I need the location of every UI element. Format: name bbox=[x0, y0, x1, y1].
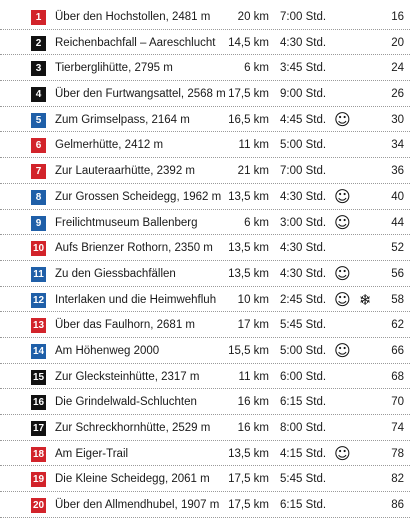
route-distance: 20 km bbox=[237, 11, 269, 23]
route-duration: 4:30 Std. bbox=[280, 267, 327, 280]
route-row[interactable] bbox=[0, 158, 410, 184]
route-distance: 15,5 km bbox=[228, 344, 269, 357]
route-number-badge: 1 bbox=[31, 10, 46, 25]
page-number: 20 bbox=[391, 36, 404, 49]
page-number: 56 bbox=[391, 267, 404, 280]
smiley-icon: ☺ bbox=[334, 263, 351, 283]
route-number-badge: 14 bbox=[32, 345, 45, 357]
route-duration: 6:15 Std. bbox=[280, 396, 327, 409]
route-number-badge: 2 bbox=[31, 36, 46, 51]
smiley-icon: ☺ bbox=[334, 443, 351, 463]
route-row[interactable] bbox=[0, 441, 410, 467]
route-duration: 7:00 Std. bbox=[280, 11, 327, 23]
route-title: Zur Schreckhornhütte, 2529 m bbox=[55, 422, 211, 434]
route-duration: 4:30 Std. bbox=[280, 36, 327, 49]
route-duration: 7:00 Std. bbox=[280, 165, 327, 178]
route-row[interactable] bbox=[0, 4, 410, 30]
route-duration: 3:45 Std. bbox=[280, 62, 327, 75]
route-duration: 9:00 Std. bbox=[280, 88, 327, 101]
route-distance: 17,5 km bbox=[228, 499, 269, 512]
route-distance: 13,5 km bbox=[228, 267, 269, 280]
route-duration: 4:15 Std. bbox=[280, 447, 327, 460]
route-row[interactable] bbox=[0, 184, 410, 210]
route-title: Über den Hochstollen, 2481 m bbox=[55, 11, 211, 23]
route-distance: 13,5 km bbox=[228, 242, 269, 255]
route-duration: 8:00 Std. bbox=[280, 422, 327, 434]
smiley-icon: ☺ bbox=[334, 109, 351, 129]
route-row[interactable] bbox=[0, 466, 410, 492]
route-duration: 6:00 Std. bbox=[280, 370, 327, 383]
route-number-badge: 10 bbox=[32, 243, 45, 255]
route-row[interactable] bbox=[0, 312, 410, 338]
route-number-badge: 11 bbox=[31, 267, 46, 282]
route-title: Am Eiger-Trail bbox=[55, 447, 129, 460]
page-number: 62 bbox=[391, 319, 404, 332]
page-number: 30 bbox=[391, 113, 404, 126]
route-distance: 13,5 km bbox=[228, 447, 269, 460]
route-title: Reichenbachfall – Aareschlucht bbox=[55, 36, 216, 49]
page-number: 78 bbox=[391, 447, 404, 460]
route-duration: 6:15 Std. bbox=[280, 499, 327, 512]
route-distance: 6 km bbox=[244, 216, 269, 229]
route-title: Interlaken und die Heimwehfluh bbox=[55, 293, 217, 306]
route-duration: 5:45 Std. bbox=[280, 319, 327, 332]
route-distance: 16 km bbox=[237, 422, 269, 434]
route-row[interactable] bbox=[0, 30, 410, 56]
page-number: 58 bbox=[391, 293, 404, 306]
page-number: 26 bbox=[391, 88, 404, 101]
route-number-badge: 3 bbox=[31, 61, 46, 76]
page-number: 82 bbox=[391, 473, 404, 486]
route-number-badge: 4 bbox=[31, 87, 46, 102]
page-number: 86 bbox=[391, 499, 404, 512]
route-number-badge: 17 bbox=[32, 423, 45, 434]
route-title: Zur Grossen Scheidegg, 1962 m bbox=[55, 190, 222, 203]
route-title: Über den Furtwangsattel, 2568 m bbox=[55, 88, 226, 101]
route-row[interactable] bbox=[0, 107, 410, 133]
page-number: 70 bbox=[391, 396, 404, 409]
smiley-icon: ☺ bbox=[334, 212, 351, 232]
smiley-icon: ☺ bbox=[334, 186, 351, 206]
route-distance: 11 km bbox=[238, 370, 269, 383]
route-number-badge: 5 bbox=[31, 113, 46, 128]
route-duration: 3:00 Std. bbox=[280, 216, 327, 229]
route-distance: 21 km bbox=[237, 165, 269, 178]
route-duration: 5:00 Std. bbox=[280, 344, 327, 357]
page-number: 34 bbox=[391, 139, 404, 152]
route-title: Tierberglihütte, 2795 m bbox=[55, 62, 173, 75]
route-title: Am Höhenweg 2000 bbox=[55, 344, 160, 357]
route-duration: 4:30 Std. bbox=[280, 242, 327, 255]
route-title: Über den Allmendhubel, 1907 m bbox=[55, 499, 220, 512]
route-title: Zu den Giessbachfällen bbox=[55, 267, 176, 280]
route-distance: 17 km bbox=[237, 319, 269, 332]
route-number-badge: 7 bbox=[31, 164, 46, 179]
page-number: 66 bbox=[391, 344, 404, 357]
route-row[interactable] bbox=[0, 81, 410, 107]
route-number-badge: 12 bbox=[32, 294, 45, 306]
route-row[interactable] bbox=[0, 210, 410, 236]
route-row[interactable] bbox=[0, 415, 410, 441]
route-number-badge: 19 bbox=[32, 474, 45, 486]
route-row[interactable] bbox=[0, 235, 410, 261]
route-distance: 16 km bbox=[237, 396, 269, 409]
route-title: Aufs Brienzer Rothorn, 2350 m bbox=[55, 242, 213, 255]
route-duration: 5:00 Std. bbox=[280, 139, 327, 152]
route-row[interactable] bbox=[0, 492, 410, 518]
smiley-icon: ☺ bbox=[334, 340, 351, 360]
route-distance: 17,5 km bbox=[228, 473, 269, 486]
route-duration: 2:45 Std. bbox=[280, 293, 327, 306]
route-distance: 17,5 km bbox=[228, 88, 269, 101]
route-list bbox=[0, 4, 410, 518]
route-distance: 10 km bbox=[237, 293, 269, 306]
page-number: 44 bbox=[391, 216, 404, 229]
route-number-badge: 20 bbox=[32, 500, 45, 512]
route-row[interactable] bbox=[0, 389, 410, 415]
route-duration: 4:30 Std. bbox=[280, 190, 327, 203]
route-title: Die Grindelwald-Schluchten bbox=[55, 396, 197, 409]
route-title: Zur Lauteraarhütte, 2392 m bbox=[55, 165, 195, 178]
route-number-badge: 13 bbox=[32, 320, 45, 332]
page-number: 24 bbox=[391, 62, 404, 75]
route-distance: 13,5 km bbox=[228, 190, 269, 203]
route-number-badge: 18 bbox=[32, 448, 45, 460]
route-title: Über das Faulhorn, 2681 m bbox=[55, 319, 195, 332]
route-row[interactable] bbox=[0, 261, 410, 287]
route-title: Zum Grimselpass, 2164 m bbox=[55, 113, 190, 126]
route-number-badge: 16 bbox=[32, 397, 45, 409]
route-title: Zur Glecksteinhütte, 2317 m bbox=[55, 370, 200, 383]
route-distance: 11 km bbox=[238, 139, 269, 152]
smiley-icon: ☺ bbox=[334, 289, 351, 309]
route-number-badge: 9 bbox=[31, 216, 46, 231]
route-title: Gelmerhütte, 2412 m bbox=[55, 139, 164, 152]
route-row[interactable] bbox=[0, 364, 410, 390]
route-distance: 16,5 km bbox=[228, 113, 269, 126]
route-duration: 5:45 Std. bbox=[280, 473, 327, 486]
page-number: 40 bbox=[391, 190, 404, 203]
page-number: 74 bbox=[391, 422, 404, 434]
route-duration: 4:45 Std. bbox=[280, 113, 327, 126]
route-number-badge: 6 bbox=[31, 138, 46, 153]
route-row[interactable] bbox=[0, 338, 410, 364]
page-number: 36 bbox=[391, 165, 404, 178]
route-row[interactable] bbox=[0, 287, 410, 313]
route-distance: 14,5 km bbox=[228, 36, 269, 49]
route-row[interactable] bbox=[0, 132, 410, 158]
route-row[interactable] bbox=[0, 55, 410, 81]
page-number: 52 bbox=[391, 242, 404, 255]
route-title: Freilichtmuseum Ballenberg bbox=[55, 216, 198, 229]
page-number: 68 bbox=[391, 370, 404, 383]
route-number-badge: 8 bbox=[31, 190, 46, 205]
snowflake-icon: ❄ bbox=[359, 290, 372, 309]
route-distance: 6 km bbox=[244, 62, 269, 75]
route-number-badge: 15 bbox=[32, 371, 45, 383]
page-number: 16 bbox=[391, 11, 404, 23]
route-title: Die Kleine Scheidegg, 2061 m bbox=[55, 473, 210, 486]
